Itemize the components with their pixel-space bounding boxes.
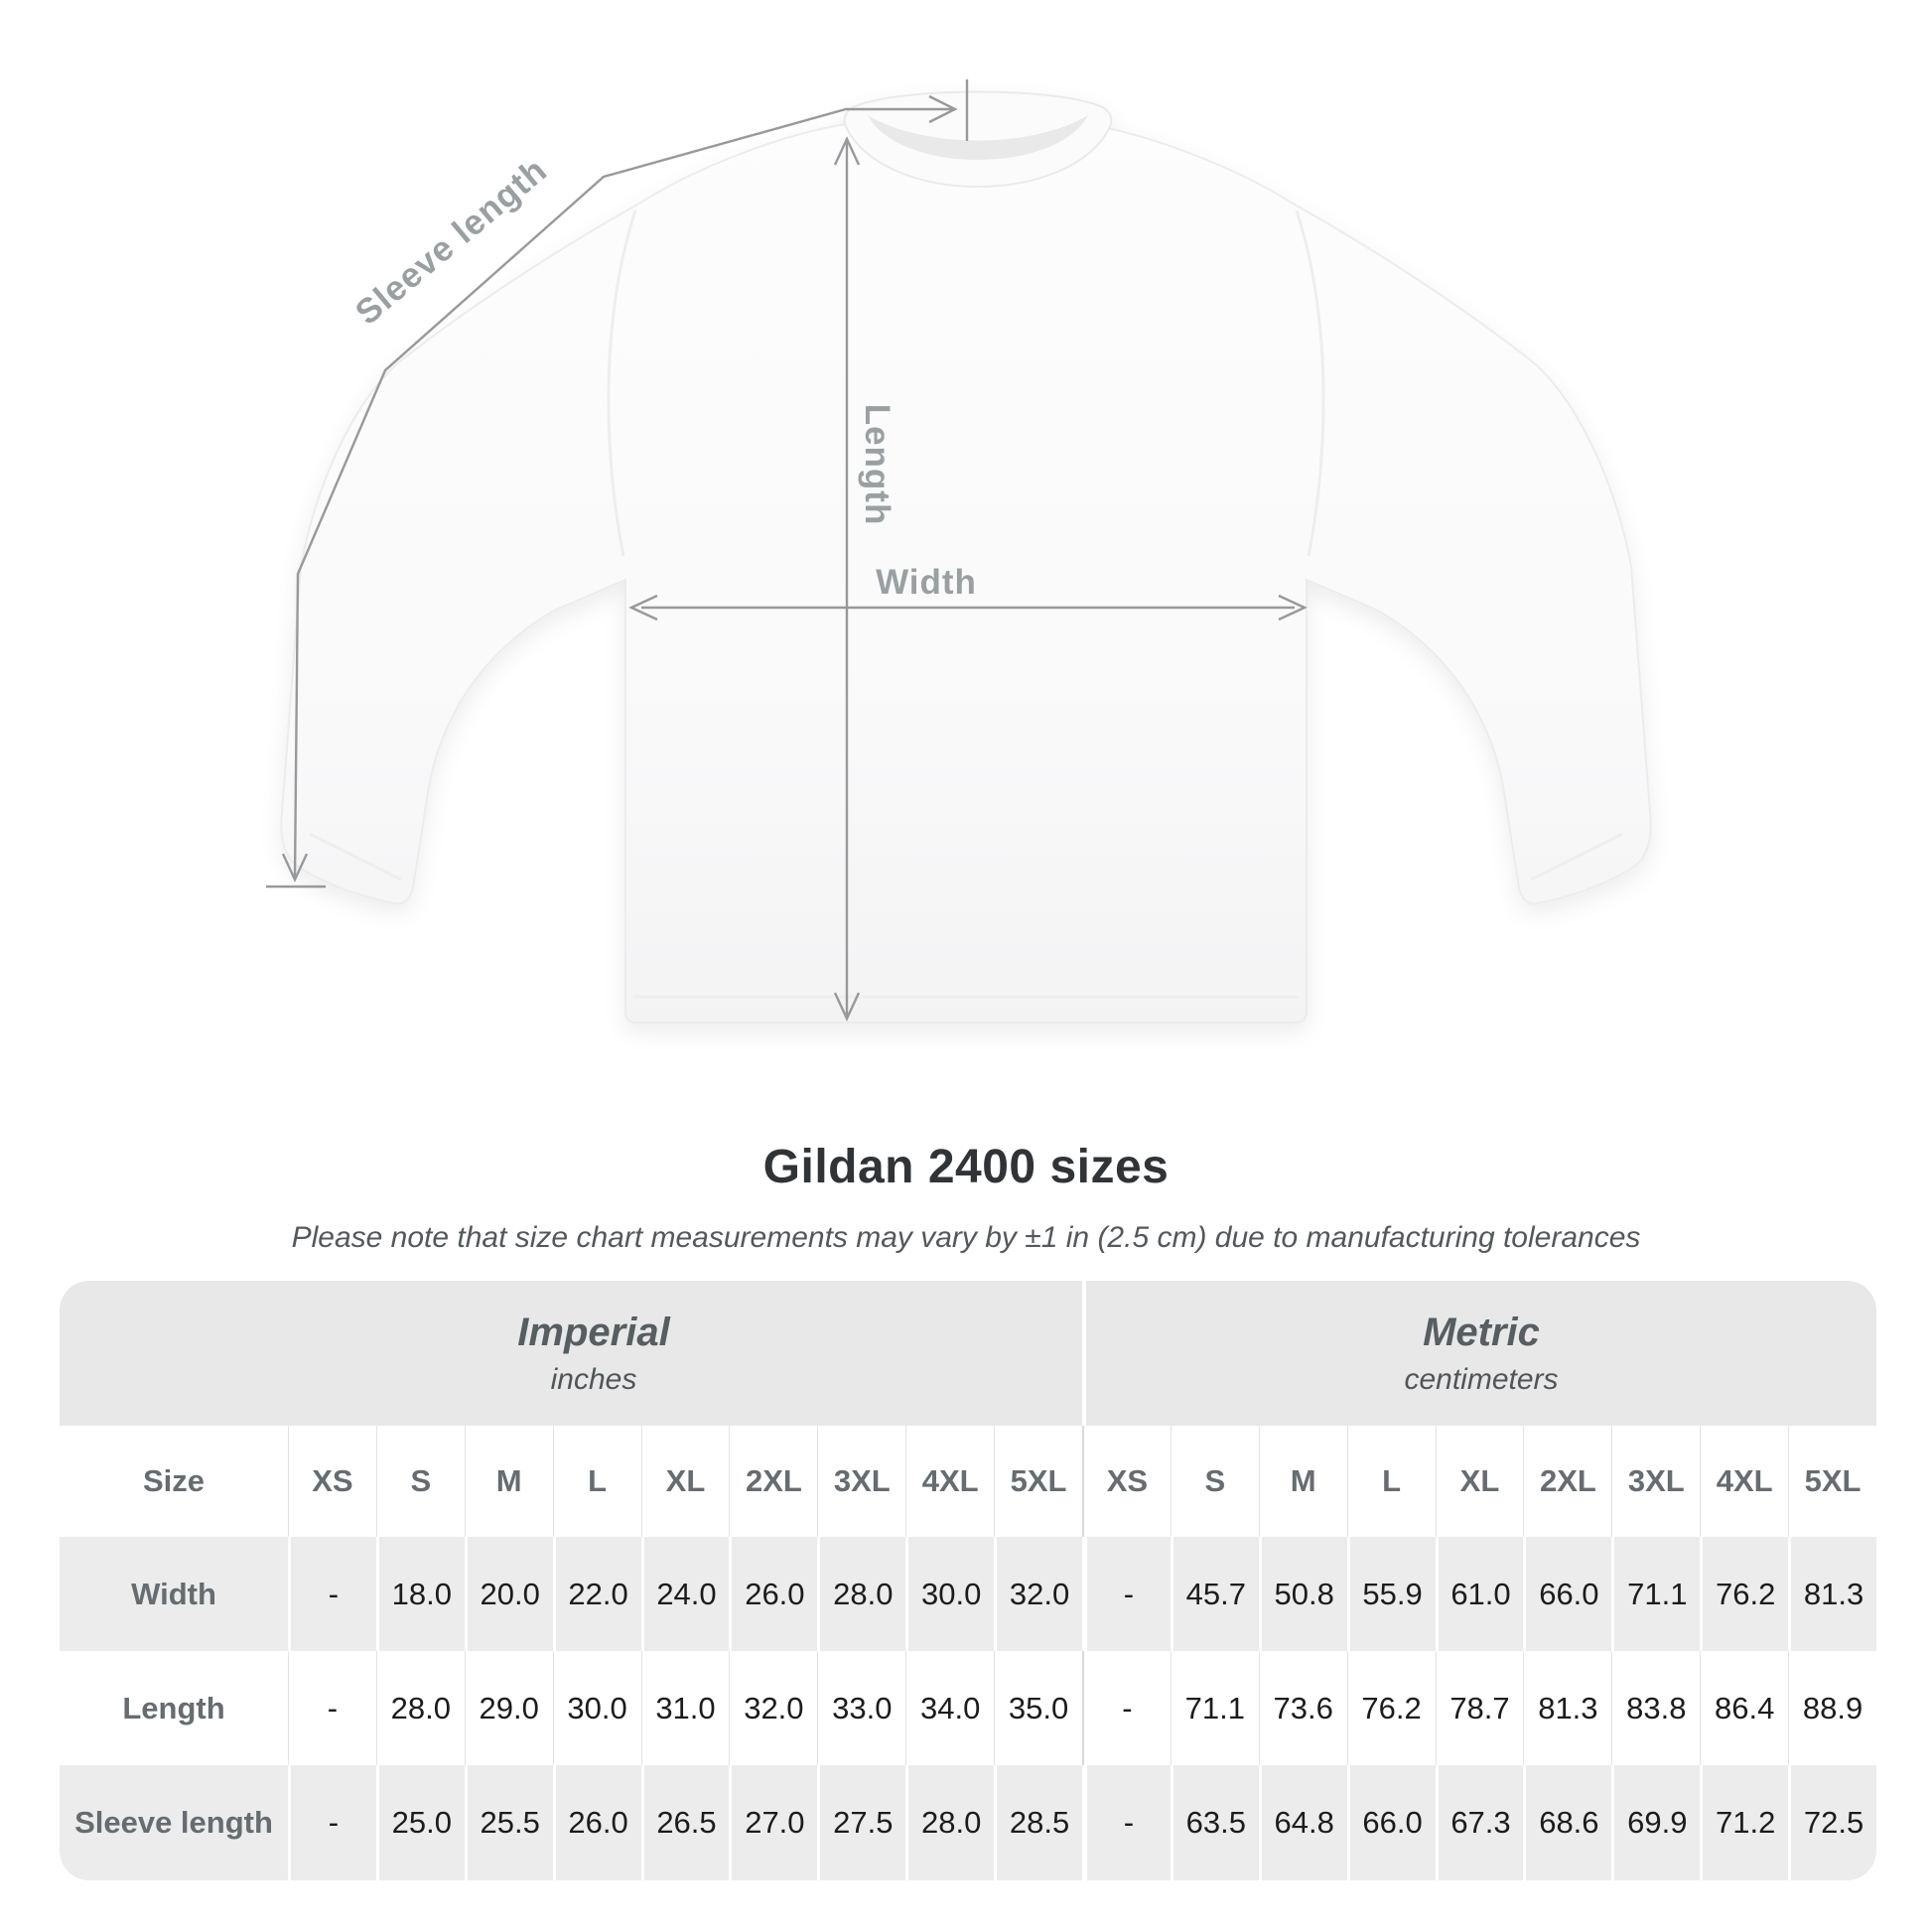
value-cell: 55.9 (1347, 1537, 1436, 1651)
value-cell: 83.8 (1611, 1651, 1700, 1765)
value-cell: 32.0 (729, 1651, 817, 1765)
value-cell: 86.4 (1700, 1651, 1788, 1765)
tolerance-note: Please note that size chart measurements may vary by ±1 in (2.5 cm) due to manufacturing tolerances (291, 1221, 1641, 1254)
metric-group-name: Metric (1423, 1310, 1540, 1354)
size-header-metric-xl: XL (1436, 1426, 1524, 1537)
value-cell: 27.0 (729, 1765, 817, 1880)
metric-group-header (1082, 1281, 1876, 1426)
value-cell: 71.2 (1700, 1765, 1788, 1880)
size-header-imperial-5xl: 5XL (994, 1426, 1082, 1537)
size-header-imperial-l: L (553, 1426, 641, 1537)
size-header-metric-m: M (1259, 1426, 1347, 1537)
value-cell: 28.0 (376, 1651, 465, 1765)
value-cell: 30.0 (553, 1651, 641, 1765)
value-cell: 81.3 (1788, 1537, 1876, 1651)
value-cell: 67.3 (1436, 1765, 1524, 1880)
value-cell: 28.0 (905, 1765, 994, 1880)
value-cell: - (1082, 1537, 1171, 1651)
row-label-width: Width (60, 1537, 288, 1651)
size-header-metric-2xl: 2XL (1523, 1426, 1611, 1537)
value-cell: 20.0 (465, 1537, 553, 1651)
value-cell: 61.0 (1436, 1537, 1524, 1651)
size-header-metric-l: L (1347, 1426, 1436, 1537)
value-cell: 34.0 (905, 1651, 994, 1765)
value-cell: 26.0 (729, 1537, 817, 1651)
value-cell: 78.7 (1436, 1651, 1524, 1765)
value-cell: 33.0 (817, 1651, 905, 1765)
size-header-imperial-s: S (376, 1426, 465, 1537)
value-cell: 68.6 (1523, 1765, 1611, 1880)
value-cell: 25.5 (465, 1765, 553, 1880)
value-cell: 71.1 (1611, 1537, 1700, 1651)
imperial-group-name: Imperial (517, 1310, 670, 1354)
size-header-imperial-m: M (465, 1426, 553, 1537)
value-cell: 35.0 (994, 1651, 1082, 1765)
length-label: Length (858, 403, 897, 526)
value-cell: 32.0 (994, 1537, 1082, 1651)
size-header-imperial-3xl: 3XL (817, 1426, 905, 1537)
width-label: Width (876, 563, 977, 602)
value-cell: 31.0 (641, 1651, 730, 1765)
value-cell: 81.3 (1523, 1651, 1611, 1765)
size-header-imperial-xl: XL (641, 1426, 730, 1537)
metric-group-unit: centimeters (1404, 1362, 1559, 1396)
value-cell: 63.5 (1171, 1765, 1259, 1880)
value-cell: - (1082, 1651, 1171, 1765)
value-cell: 72.5 (1788, 1765, 1876, 1880)
page-title: Gildan 2400 sizes (762, 1141, 1170, 1193)
value-cell: 64.8 (1259, 1765, 1347, 1880)
size-column-header: Size (60, 1426, 288, 1537)
value-cell: 26.5 (641, 1765, 730, 1880)
value-cell: 30.0 (905, 1537, 994, 1651)
value-cell: 29.0 (465, 1651, 553, 1765)
value-cell: 73.6 (1259, 1651, 1347, 1765)
value-cell: 88.9 (1788, 1651, 1876, 1765)
row-label-length: Length (60, 1651, 288, 1765)
value-cell: - (288, 1765, 376, 1880)
value-cell: 50.8 (1259, 1537, 1347, 1651)
value-cell: 18.0 (376, 1537, 465, 1651)
size-header-metric-5xl: 5XL (1788, 1426, 1876, 1537)
imperial-group-header (60, 1281, 1082, 1426)
value-cell: - (288, 1537, 376, 1651)
size-header-metric-4xl: 4XL (1700, 1426, 1788, 1537)
size-header-imperial-2xl: 2XL (729, 1426, 817, 1537)
row-label-sleeve-length: Sleeve length (60, 1765, 288, 1880)
value-cell: - (288, 1651, 376, 1765)
value-cell: 28.5 (994, 1765, 1082, 1880)
value-cell: 22.0 (553, 1537, 641, 1651)
size-header-metric-s: S (1171, 1426, 1259, 1537)
value-cell: 26.0 (553, 1765, 641, 1880)
sleeve-length-label: Sleeve length (347, 150, 555, 333)
value-cell: - (1082, 1765, 1171, 1880)
size-header-imperial-4xl: 4XL (905, 1426, 994, 1537)
value-cell: 45.7 (1171, 1537, 1259, 1651)
value-cell: 69.9 (1611, 1765, 1700, 1880)
value-cell: 25.0 (376, 1765, 465, 1880)
size-header-imperial-xs: XS (288, 1426, 376, 1537)
value-cell: 71.1 (1171, 1651, 1259, 1765)
size-header-metric-xs: XS (1082, 1426, 1171, 1537)
value-cell: 27.5 (817, 1765, 905, 1880)
imperial-group-unit: inches (550, 1362, 637, 1396)
value-cell: 66.0 (1523, 1537, 1611, 1651)
value-cell: 76.2 (1700, 1537, 1788, 1651)
value-cell: 24.0 (641, 1537, 730, 1651)
size-table (60, 1281, 1876, 1880)
value-cell: 66.0 (1347, 1765, 1436, 1880)
size-header-metric-3xl: 3XL (1611, 1426, 1700, 1537)
value-cell: 28.0 (817, 1537, 905, 1651)
value-cell: 76.2 (1347, 1651, 1436, 1765)
